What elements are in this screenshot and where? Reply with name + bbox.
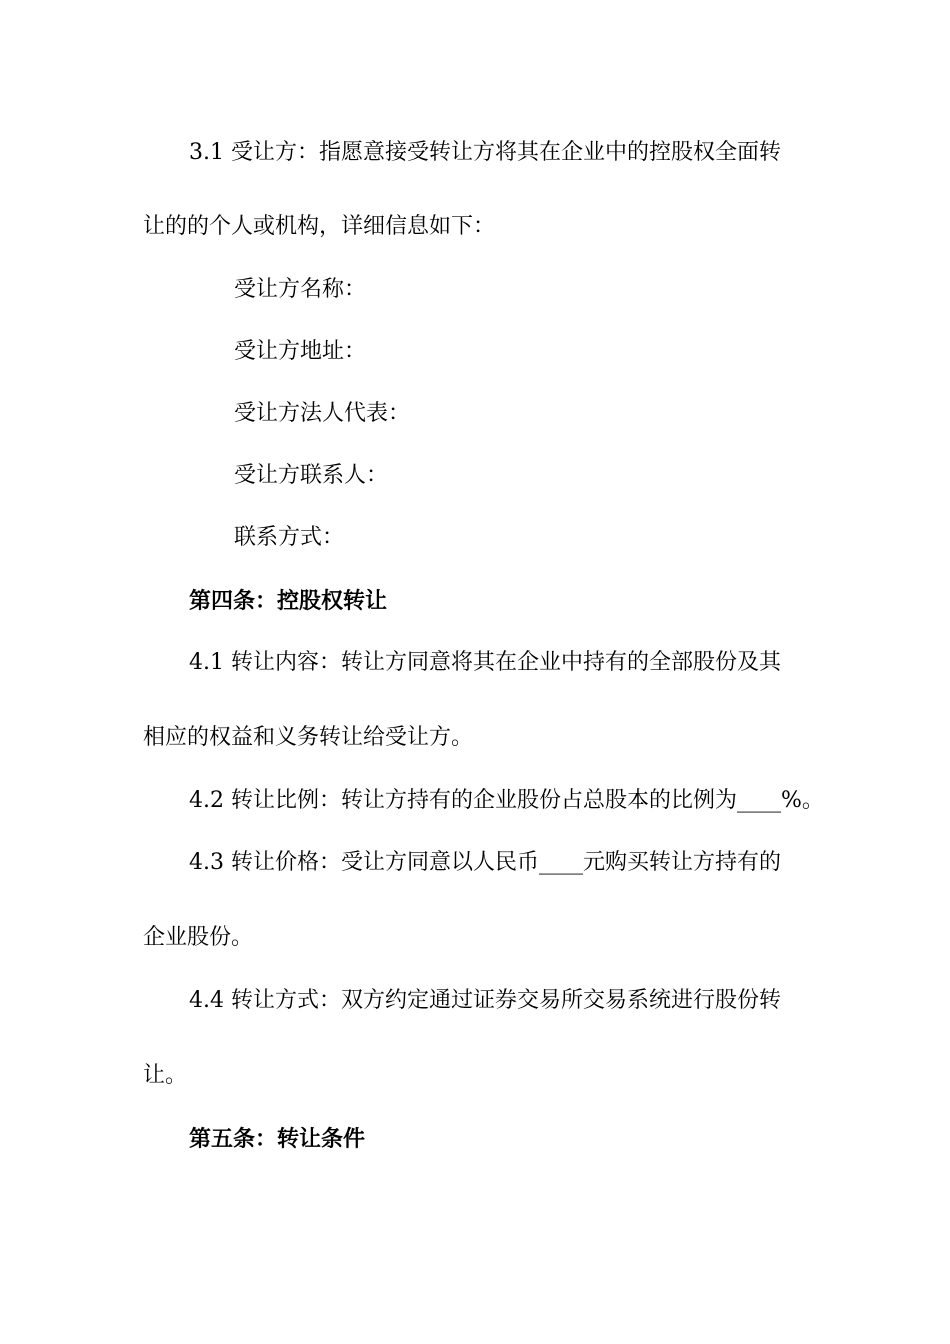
clause-3-1-line-2: 让的的个人或机构，详细信息如下： [143,214,496,239]
field-transferee-address: 受让方地址： [234,339,367,364]
clause-4-3-line-2: 企业股份。 [143,925,254,950]
clause-4-2-line-1: 4.2 转让比例：转让方持有的企业股份占总股本的比例为____%。 [189,788,824,813]
field-contact-method: 联系方式： [234,525,345,550]
field-transferee-contact: 受让方联系人： [234,463,389,488]
clause-4-4-line-1: 4.4 转让方式：双方约定通过证券交易所交易系统进行股份转 [189,988,781,1013]
clause-4-4-line-2: 让。 [143,1063,188,1088]
heading-article-5: 第五条：转让条件 [189,1126,366,1152]
clause-4-1-line-1: 4.1 转让内容：转让方同意将其在企业中持有的全部股份及其 [189,650,781,675]
clause-4-3-line-1: 4.3 转让价格：受让方同意以人民币____元购买转让方持有的 [189,850,781,875]
field-transferee-name: 受让方名称： [234,277,367,302]
clause-4-1-line-2: 相应的权益和义务转让给受让方。 [143,725,474,750]
clause-3-1-line-1: 3.1 受让方：指愿意接受转让方将其在企业中的控股权全面转 [189,140,781,165]
field-transferee-legal-rep: 受让方法人代表： [234,401,411,426]
heading-article-4: 第四条：控股权转让 [189,588,388,614]
